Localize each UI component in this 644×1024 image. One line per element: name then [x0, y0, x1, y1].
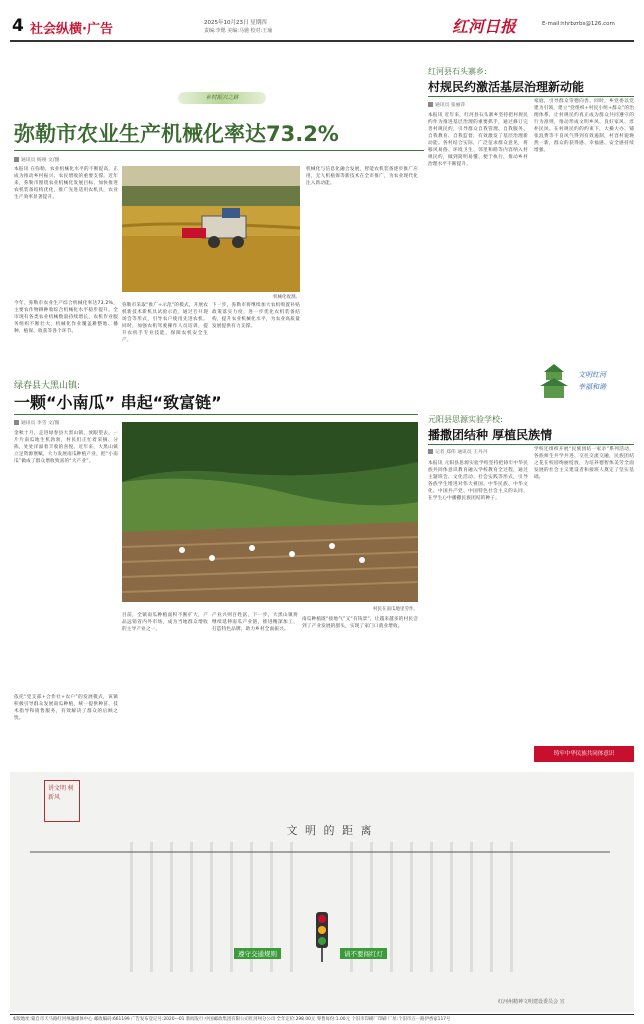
section-title: 社会纵横·广告 [30, 22, 113, 37]
public-service-ad [10, 772, 634, 1012]
slogan-line: 文明红河 [578, 371, 606, 379]
byline-text: 通讯员 李雪 文/图 [21, 421, 60, 426]
slogan-emblem [534, 362, 634, 402]
ad-banner [534, 746, 634, 762]
byline [14, 156, 59, 163]
masthead-logo: 红河日报 [452, 17, 517, 36]
article-column: 依托“党支部+合作社+农户”的发展模式，该镇积极引导群众发展南瓜种植，统一提供种苗、技术指导和销售服务，有效解决了群众的后顾之忧。 [14, 695, 118, 721]
article-headline: 播撒团结种 厚植民族情 [428, 428, 553, 442]
ad-title: 文 明 的 距 离 [286, 824, 374, 837]
footer-divider [10, 1014, 634, 1015]
ad-logo [44, 780, 80, 822]
page-header [8, 12, 636, 38]
byline [428, 101, 465, 108]
ad-slogan-left: 遵守交通规则 [234, 948, 281, 959]
slogan-line: 幸福和谐 [578, 383, 606, 391]
kicker-label: 红河县石头寨乡: [428, 67, 487, 76]
pumpkin-field-photo [122, 422, 418, 602]
byline-marker-icon [14, 420, 19, 425]
page-number: 4 [12, 16, 24, 36]
photo-caption: 村民在南瓜地里劳作。 [373, 607, 418, 612]
article-column: 本报讯 近年来，红河县石头寨乡坚持把村规民约作为推进基层治理的重要抓手，通过修订完善村规民约，引导群众自我管理、自我服务、自我教育、自我监督，有效激发了基层治理新动能。各村结合实际，广泛征求群众意见，将移风易俗、环境卫生、邻里和睦等内容纳入村规民约，做到简明易懂、便于执行，推动乡村治理水平不断提升。 [428, 113, 528, 167]
byline-text: 记者 郑伟 通讯员 王丹丹 [435, 450, 488, 455]
harvester-illustration [122, 166, 300, 292]
ad-logo-text: 讲文明 树新风 [48, 785, 74, 801]
article-column: 今年，弥勒市农业生产综合机械化率达73.2%，主要农作物耕种收综合机械化水平稳步提升。全市现有各类农业机械数量持续增长，农机作业服务组织不断壮大，机械化作业覆盖耕整地、播种、植保、收获等各个环节。 [14, 301, 118, 334]
article-column: 本报讯 元阳县思源实验学校坚持把铸牢中华民族共同体意识教育融入学校教育全过程，通过主题班会、文化活动、社会实践等形式，引导各族学生增进对伟大祖国、中华民族、中华文化、中国共产党、中国特色社会主义的认同，在学生心中播撒民族团结的种子。 [428, 461, 528, 501]
header-divider [10, 40, 634, 42]
pagoda-icon [534, 362, 574, 400]
article-column: 目前，全镇南瓜种植面积不断扩大，产品远销省内外市场，成为当地群众增收的主导产业之一。 [122, 613, 208, 632]
article-column: 弥勒市采取“推广+示范”的模式，开展农机新技术新机具试验示范，通过召开现场会等形式，引导农户使用先进农机。同时，加强农机驾驶操作人员培训，提升农机手专业技能，保障农机安全生产。 [122, 303, 208, 343]
issue-date: 2025年10月23日 星期四 [204, 20, 267, 26]
article-column: 产业兴则百姓富，下一步，大黑山镇将继续延伸南瓜产业链，推进精深加工，打造特色品牌，助力乡村全面振兴。 [212, 613, 298, 632]
article-headline: 一颗“小南瓜” 串起“致富链” [14, 393, 222, 412]
contact-email: E-mail:hhrbzrbs@126.com [542, 21, 615, 27]
ad-credit: 红河州精神文明建设委员会 宣 [498, 999, 565, 1005]
byline [428, 448, 488, 455]
traffic-light-icon [314, 912, 330, 962]
article-column: 机械化与信息化融合发展，智能农机装备逐步推广应用，无人机植保等新技术在全市推广，为农业现代化注入新动能。 [306, 167, 418, 186]
article-headline: 村规民约激活基层治理新动能 [428, 80, 585, 94]
kicker-label: 元阳县思源实验学校: [428, 415, 503, 424]
article-column: 家庭，引导群众崇德向善。同时，乡党委以党建为引领，建立“党组织+村民小组+群众”的治理体系，让村规民约真正成为群众共同遵守的行为准则，推动形成文明乡风、良好家风、淳朴民风。在村规民约的约束下，大操大办、铺张浪费等不良风气得到有效遏制，村容村貌焕然一新，群众的获得感、幸福感、安全感持续增强。 [534, 99, 634, 153]
headline-rule [428, 96, 634, 97]
kicker-banner [178, 92, 266, 104]
headline-rule [14, 414, 418, 415]
ad-slogan-right: 请不要闯红灯 [340, 948, 387, 959]
photo-caption: 机械化收割。 [273, 295, 300, 300]
byline-text: 通讯员 张丽萍 [435, 103, 466, 108]
byline-text: 通讯员 杨俊 文/图 [21, 158, 60, 163]
footer-info: 本版地址:蒙自市天马路红河州融媒体中心 邮政编码:661199 广告发布登记号:2020—01 新闻发行:中国邮政集团有限公司红河州分公司 全年定价:298.00元 零售每份:1.00元 个旧市印刷厂印刷 厂址:个旧市五一路伊香家117号 [12, 1017, 451, 1022]
article-headline: 弥勒市农业生产机械化率达73.2% [14, 122, 339, 146]
byline-marker-icon [14, 157, 19, 162]
ad-banner-text: 铸牢中华民族共同体意识 [553, 751, 615, 757]
byline-marker-icon [428, 102, 433, 107]
byline-marker-icon [428, 449, 433, 454]
article-column: 学校还组织开展“民族团结一家亲”系列活动，各族师生共学共进、交往交流交融，民族团结之花在校园绚丽绽放，为培养德智体美劳全面发展的社会主义建设者和接班人奠定了坚实基础。 [534, 447, 634, 480]
article-column: 金秋十月，走进绿春县大黑山镇，放眼望去，一片片南瓜地生机勃勃，村民们正忙着采摘、分拣，处处洋溢着丰收的喜悦。近年来，大黑山镇立足资源禀赋，大力发展南瓜种植产业，把“小南瓜”做成了群众增收致富的“大产业”。 [14, 431, 118, 464]
article-column: 南瓜种植既“接地气”又“有钱景”，让越来越多的村民尝到了产业发展的甜头，实现了家门口就业增收。 [302, 617, 418, 629]
byline [14, 419, 59, 426]
editor-credits: 责编:李偲 美编:马驰 校对:王瑜 [204, 28, 273, 34]
headline-rule [14, 150, 424, 151]
field-illustration [122, 422, 418, 602]
article-column: 下一步，弥勒市将继续加大农机购置补贴政策落实力度，进一步优化农机装备结构，提升农业机械化水平，为农业高质量发展提供有力支撑。 [212, 303, 300, 329]
kicker-label: 绿春县大黑山镇: [14, 381, 81, 391]
headline-rule [428, 444, 634, 445]
kicker-label: 乡村振兴之路 [205, 95, 239, 101]
harvest-photo [122, 166, 300, 292]
article-column: 本报讯 在弥勒，农业机械化水平的不断提高，正成为推动乡村振兴、农民增收的重要支撑。近年来，弥勒市围绕农业机械化发展目标，加快推进农机装备结构优化，推广先进适用农机具，农业生产效率显著提升。 [14, 167, 118, 200]
